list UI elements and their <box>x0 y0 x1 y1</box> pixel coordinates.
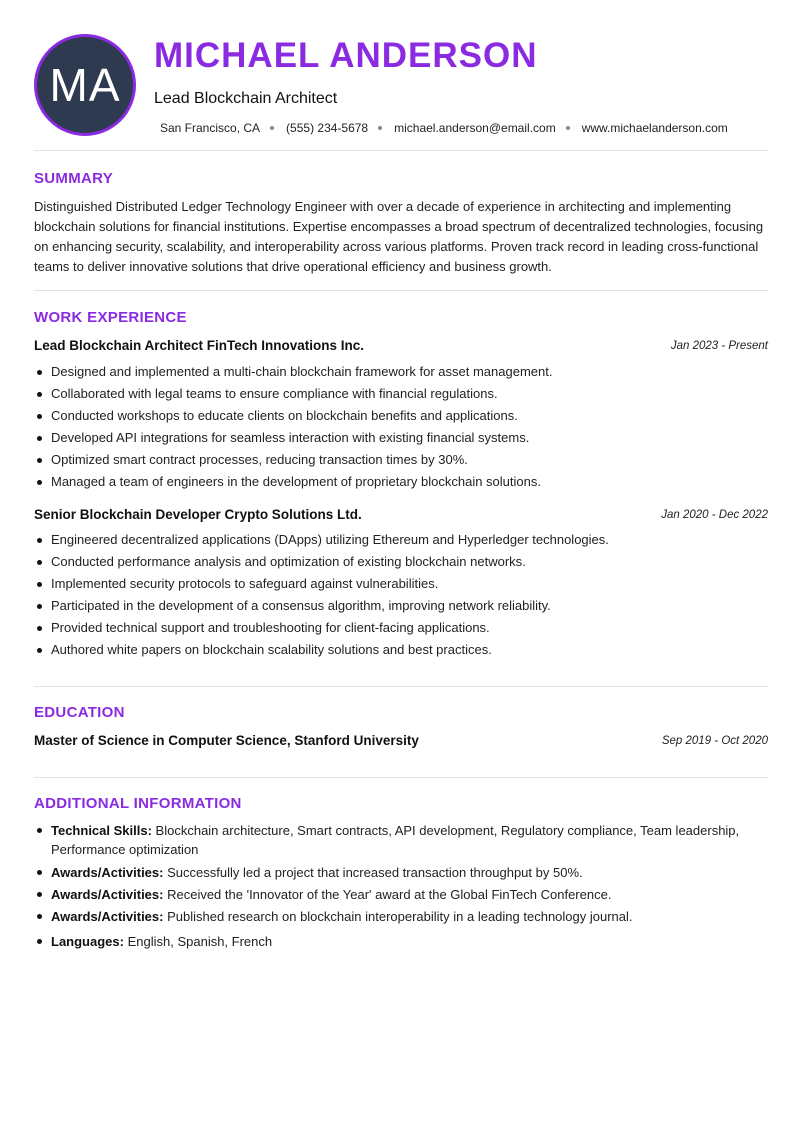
info-label: Awards/Activities: <box>51 909 164 924</box>
info-label: Languages: <box>51 934 124 949</box>
avatar <box>34 34 136 136</box>
job-header <box>34 338 768 356</box>
divider <box>34 777 768 778</box>
work-experience-heading: WORK EXPERIENCE <box>34 309 187 326</box>
separator-dot <box>270 126 274 130</box>
info-text: Successfully led a project that increased transaction throughput by 50%. <box>167 865 583 880</box>
contact-phone: (555) 234-5678 <box>286 121 369 135</box>
info-text: Published research on blockchain interoperability in a leading technology journal. <box>167 909 633 924</box>
info-label: Awards/Activities: <box>51 865 164 880</box>
list-item: Managed a team of engineers in the development of proprietary blockchain solutions. <box>51 471 768 493</box>
education-degree: Master of Science in Computer Science, Stanford University <box>34 733 419 748</box>
separator-dot <box>566 126 570 130</box>
list-item: Optimized smart contract processes, reducing transaction times by 30%. <box>51 449 768 471</box>
list-item <box>51 885 768 904</box>
contact-email[interactable]: michael.anderson@email.com <box>394 121 556 135</box>
list-item: Conducted workshops to educate clients on blockchain benefits and applications. <box>51 405 768 427</box>
job-date: Jan 2023 - Present <box>670 340 768 352</box>
contact-info <box>160 121 728 135</box>
divider <box>34 686 768 687</box>
additional-info-heading: ADDITIONAL INFORMATION <box>34 795 242 812</box>
list-item: Collaborated with legal teams to ensure compliance with financial regulations. <box>51 383 768 405</box>
list-item: Provided technical support and troubleshooting for client-facing applications. <box>51 617 768 639</box>
info-label: Technical Skills: <box>51 823 152 838</box>
divider <box>34 150 768 151</box>
job-title: Lead Blockchain Architect FinTech Innovations Inc. <box>34 338 365 353</box>
additional-info-list <box>51 821 768 951</box>
job-header <box>34 507 768 525</box>
list-item: Developed API integrations for seamless interaction with existing financial systems. <box>51 427 768 449</box>
list-item: Engineered decentralized applications (DApps) utilizing Ethereum and Hyperledger technologies. <box>51 529 768 551</box>
resume-header <box>34 34 768 138</box>
info-text: Received the 'Innovator of the Year' award at the Global FinTech Conference. <box>167 887 612 902</box>
list-item <box>51 932 768 951</box>
summary-text: Distinguished Distributed Ledger Technology Engineer with over a decade of experience in architecting and implementing blockchain solutions for financial institutions. Expertise encompasses a broad spectrum of decentralized technologies, focusing on enhancing security, scalability, and interoperability across various platforms. Proven track record in leading cross-functional teams to deliver innovative solutions that drive operational efficiency and business growth. <box>34 199 764 274</box>
candidate-name: MICHAEL ANDERSON <box>154 36 538 75</box>
list-item: Implemented security protocols to safeguard against vulnerabilities. <box>51 573 768 595</box>
education-entry <box>34 733 768 751</box>
education-date: Sep 2019 - Oct 2020 <box>661 735 768 747</box>
avatar-initials: MA <box>49 59 121 111</box>
info-label: Awards/Activities: <box>51 887 164 902</box>
list-item: Conducted performance analysis and optimization of existing blockchain networks. <box>51 551 768 573</box>
contact-website[interactable]: www.michaelanderson.com <box>581 121 728 135</box>
info-text: Blockchain architecture, Smart contracts, API development, Regulatory compliance, Team leadership, Performance optimization <box>51 823 740 857</box>
list-item: Participated in the development of a consensus algorithm, improving network reliability. <box>51 595 768 617</box>
summary-heading: SUMMARY <box>34 170 114 187</box>
list-item: Authored white papers on blockchain scalability solutions and best practices. <box>51 639 768 661</box>
job-title: Senior Blockchain Developer Crypto Solutions Ltd. <box>34 507 362 522</box>
divider <box>34 290 768 291</box>
info-text: English, Spanish, French <box>127 934 273 949</box>
separator-dot <box>378 126 382 130</box>
list-item <box>51 863 768 882</box>
list-item <box>51 907 768 926</box>
candidate-role: Lead Blockchain Architect <box>154 90 338 107</box>
contact-location: San Francisco, CA <box>160 121 261 135</box>
job-bullets <box>51 529 768 661</box>
job-bullets <box>51 361 768 493</box>
job-date: Jan 2020 - Dec 2022 <box>661 509 768 521</box>
education-heading: EDUCATION <box>34 704 125 721</box>
list-item <box>51 821 768 859</box>
list-item: Designed and implemented a multi-chain blockchain framework for asset management. <box>51 361 768 383</box>
